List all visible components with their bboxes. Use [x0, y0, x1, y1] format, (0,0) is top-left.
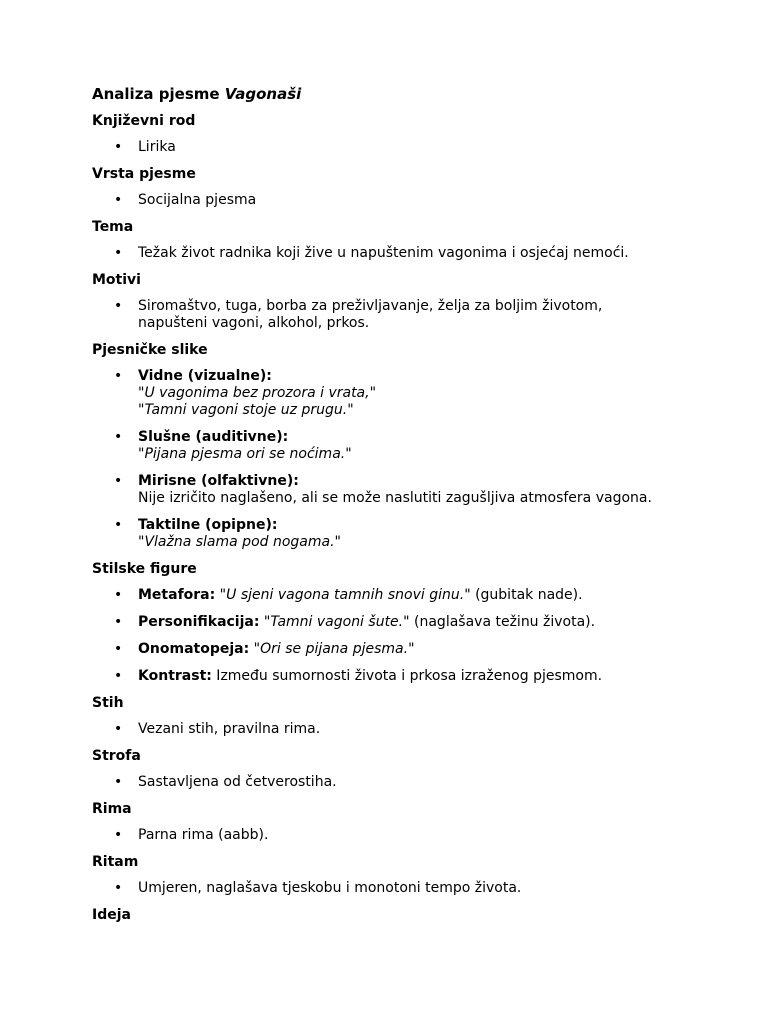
quote-text: Pijana pjesma ori se noćima.: [144, 446, 346, 462]
list-item: • Vezani stih, pravilna rima.: [138, 721, 692, 738]
quote-mark: ": [138, 446, 145, 462]
list-item-mirisne: [138, 473, 692, 507]
description-text: Između sumornosti života i prkosa izraženog pjesmom.: [211, 668, 603, 684]
title-prefix: Analiza pjesme: [92, 85, 225, 103]
list-item: • Težak život radnika koji žive u napuštenim vagonima i osjećaj nemoći.: [138, 245, 692, 262]
list-item-onomatopeja: [138, 641, 692, 658]
label-metafora: Metafora:: [138, 587, 216, 603]
title-poem-name: Vagonaši: [224, 85, 302, 103]
label-mirisne: • Mirisne (olfaktivne):: [138, 473, 299, 489]
quote-line: [138, 534, 692, 551]
list-vrsta-pjesme: [92, 192, 692, 209]
label-onomatopeja: Onomatopeja:: [138, 641, 250, 657]
after-text: " (gubitak nade).: [464, 587, 583, 603]
list-item-kontrast: [138, 668, 692, 685]
quote-mark: ": [259, 614, 271, 630]
list-tema: [92, 245, 692, 262]
quote-mark: ": [138, 385, 145, 401]
label-slusne: • Slušne (auditivne):: [138, 429, 289, 445]
list-strofa: [92, 774, 692, 791]
quote-mark: ": [138, 534, 145, 550]
heading-ideja: Ideja: [92, 907, 131, 923]
quote-line: [138, 385, 692, 402]
quote-mark: ": [138, 402, 145, 418]
quote-mark: ": [347, 402, 354, 418]
quote-mark: ": [369, 385, 377, 401]
quote-text: U sjeni vagona tamnih snovi ginu.: [226, 587, 465, 603]
list-ritam: [92, 880, 692, 897]
heading-stih: Stih: [92, 695, 124, 711]
quote-mark: ": [334, 534, 341, 550]
document-title: [92, 85, 692, 103]
heading-ritam: Ritam: [92, 854, 139, 870]
label-personifikacija: Personifikacija:: [138, 614, 260, 630]
list-item: • Sastavljena od četverostiha.: [138, 774, 692, 791]
list-item: • Siromaštvo, tuga, borba za preživljavanje, želja za boljim životom, napušteni vagoni, alkohol, prkos.: [138, 298, 618, 332]
after-text: ": [408, 641, 415, 657]
quote-text: Tamni vagoni šute.: [270, 614, 404, 630]
heading-pjesnicke-slike: Pjesničke slike: [92, 342, 208, 358]
document-page: [92, 85, 692, 924]
list-item: • Parna rima (aabb).: [138, 827, 692, 844]
list-item-slusne: [138, 429, 692, 463]
list-item: • Socijalna pjesma: [138, 192, 692, 209]
quote-text: U vagonima bez prozora i vrata,: [144, 385, 370, 401]
heading-knjizevni-rod: Književni rod: [92, 113, 196, 129]
label-kontrast: Kontrast:: [138, 668, 212, 684]
list-knjizevni-rod: [92, 139, 692, 156]
list-stih: [92, 721, 692, 738]
heading-vrsta-pjesme: Vrsta pjesme: [92, 166, 196, 182]
heading-tema: Tema: [92, 219, 134, 235]
label-taktilne: • Taktilne (opipne):: [138, 517, 278, 533]
heading-strofa: Strofa: [92, 748, 141, 764]
quote-mark: ": [345, 446, 352, 462]
list-item-taktilne: [138, 517, 692, 551]
quote-mark: ": [215, 587, 227, 603]
list-item: • Lirika: [138, 139, 692, 156]
quote-text: Vlažna slama pod nogama.: [144, 534, 335, 550]
label-vidne: • Vidne (vizualne):: [138, 368, 272, 384]
description-text: Nije izričito naglašeno, ali se može naslutiti zagušljiva atmosfera vagona.: [138, 490, 652, 506]
list-motivi: [92, 298, 692, 332]
quote-mark: ": [249, 641, 261, 657]
heading-rima: Rima: [92, 801, 132, 817]
list-pjesnicke-slike: [92, 368, 692, 551]
quote-line: [138, 446, 692, 463]
heading-motivi: Motivi: [92, 272, 141, 288]
list-stilske-figure: [92, 587, 692, 685]
list-item-vidne: [138, 368, 692, 419]
list-item: • Umjeren, naglašava tjeskobu i monotoni tempo života.: [138, 880, 692, 897]
heading-stilske-figure: Stilske figure: [92, 561, 197, 577]
quote-text: Tamni vagoni stoje uz prugu.: [144, 402, 348, 418]
quote-text: Ori se pijana pjesma.: [260, 641, 409, 657]
after-text: " (naglašava težinu života).: [403, 614, 596, 630]
list-item-personifikacija: [138, 614, 692, 631]
list-item-metafora: [138, 587, 692, 604]
list-rima: [92, 827, 692, 844]
quote-line: [138, 402, 692, 419]
